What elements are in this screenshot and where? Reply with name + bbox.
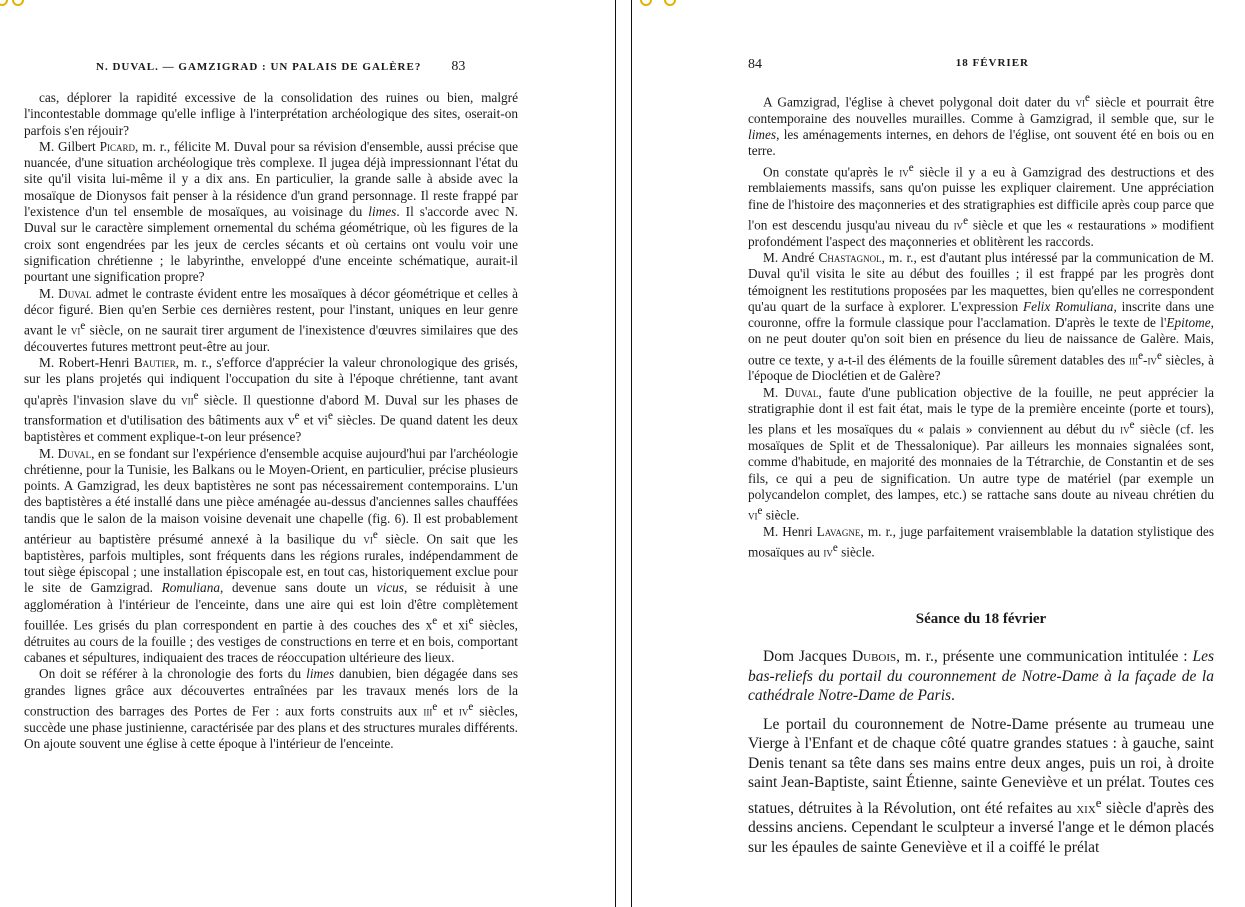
text-run: Felix Romuliana	[1022, 298, 1114, 314]
text-run: et xi	[437, 617, 469, 633]
text-run: siècle il y a eu à Gamzigrad des destructions et des remblaiements massifs, sans qu'on puisse les expliquer clairement. Une appréciation fine de l'histoire des maçonneries et des stratigraphies est difficile après coup parce que l'on est descendu jusqu'au niveau du	[748, 164, 1214, 233]
text-run: iii	[1129, 352, 1139, 368]
left-page	[0, 0, 612, 907]
text-run: vicus	[376, 580, 404, 596]
text-run: M. Gilbert	[39, 138, 100, 154]
text-run: , inscrite dans une couronne, offre la formule classique pour l'acclamation. D'après le texte de l'	[748, 298, 1215, 331]
left-body-text	[24, 90, 518, 752]
text-run: vii	[181, 392, 194, 408]
paragraph	[748, 524, 1214, 561]
text-run: e	[757, 505, 763, 518]
text-run: On constate qu'après le	[763, 164, 900, 180]
text-run: . Il s'accorde avec N. Duval sur le caractère simplement ornemental du schéma géométrique, où les figures de la croix sont engendrées par les jeux de cercles sécants et où certains ont voulu voir une signification chrétienne ; le labyrinthe, enveloppé d'une enceinte schématique, aurait-il pourtant une signification propre?	[24, 204, 518, 285]
text-run: cas, déplorer la rapidité excessive de la consolidation des ruines ou bien, malgré l'incontestable dommage qu'elle inflige à l'interprétation archéologique des sites, oserait-on parfois s'en réjouir?	[24, 90, 518, 138]
paragraph	[748, 385, 1214, 524]
text-run: Romuliana	[161, 580, 220, 596]
corner-mark-icon	[0, 0, 8, 6]
text-run: , m. r., félicite M. Duval pour sa révision d'ensemble, aussi précise que nuancée, d'une situation archéologique très complexe. Il jugea déjà impressionnant l'état du site qu'il visita lui-même il y a dix ans. En particulier, la grande salle à abside avec la mosaïque de Dionysos fait penser à la résidence d'un grand personnage. Il reste frappé par l'existence d'un tel ensemble de mosaïques, au voisinage du	[24, 138, 518, 220]
text-run: M.	[39, 445, 58, 461]
text-run: -	[1143, 352, 1148, 368]
text-run: A Gamzigrad, l'église à chevet polygonal doit dater du	[763, 94, 1076, 110]
text-run: .	[951, 687, 955, 704]
text-run: siècle d'après des dessins anciens. Cependant le sculpteur a inversé l'ange et le démon placés sur les épaules de sainte Geneviève et il a coiffé le prélat	[748, 799, 1214, 856]
text-run: vi	[748, 507, 758, 523]
text-run: e	[1095, 794, 1102, 810]
text-run: , se réduisit à une agglomération à l'intérieur de l'enceinte, dans une aire qui est loin d'être complètement fouillée. Les grisés du plan correspondent en partie à des couches des x	[24, 580, 518, 633]
text-run: Picard	[99, 138, 136, 154]
right-page	[636, 0, 1245, 907]
text-run: Les bas-reliefs du portail du couronnement de Notre-Dame à la façade de la cathédrale Notre-Dame de Paris	[748, 648, 1214, 704]
section-title: Séance du 18 février	[915, 611, 1047, 627]
paragraph	[748, 647, 1214, 706]
text-run: e	[80, 320, 86, 333]
text-run: e	[193, 389, 199, 402]
text-run: siècle (cf. les mosaïques de Split et de Thessalonique). Par ailleurs les monnaies signalées sont, comme d'habitude, en majorité des monnaies de la Tétrarchie, de Constantin et de ses fils, ce qui a peu de signification. Un autre type de matériel (par exemple un polycandelon complet, des lampes, etc.) se rattache sans doute au niveau chrétien du	[748, 421, 1214, 502]
text-run: limes	[306, 666, 335, 682]
text-run: e	[372, 528, 378, 541]
paragraph	[24, 286, 518, 356]
paragraph	[24, 90, 518, 139]
left-header	[96, 57, 465, 75]
text-run: e	[468, 700, 474, 713]
text-run: siècle, on ne saurait tirer argument de l'inexistence d'œuvres similaires que des découvertes futures mettront peut-être au jour.	[24, 322, 518, 354]
text-run: e	[432, 614, 438, 627]
text-run: siècle.	[762, 507, 800, 523]
text-run: M. André	[763, 249, 819, 265]
text-run: e	[832, 542, 838, 555]
text-run: e	[1156, 349, 1162, 362]
text-run: iv	[1120, 421, 1130, 437]
text-run: limes	[368, 204, 397, 220]
text-run: Dom Jacques	[763, 648, 852, 665]
text-run: siècle.	[837, 544, 875, 560]
text-run: iv	[899, 164, 909, 180]
text-run: siècles. De quand datent les deux baptistères et comment explique-t-on leur présence?	[24, 412, 519, 445]
corner-mark-icon	[640, 0, 652, 6]
text-run: siècle et que les « restaurations » modifient profondément l'aspect des maçonneries et oblitèrent les raccords.	[748, 217, 1214, 249]
text-run: vi	[1075, 94, 1086, 110]
text-run: e	[294, 410, 300, 423]
paragraph	[24, 139, 518, 286]
text-run: e	[327, 410, 333, 423]
text-run: et vi	[299, 412, 328, 428]
text-run: e	[1129, 419, 1135, 432]
text-run: , devenue sans doute un	[220, 580, 377, 596]
text-run: admet le contraste évident entre les mosaïques à décor géométrique et celles à décor figuré. Bien qu'en Serbie ces dernières restent, pour l'instant, uniques en leur genre avant le	[24, 285, 518, 338]
text-run: vi	[363, 531, 373, 547]
text-run: e	[908, 161, 914, 174]
text-run: , en se fondant sur l'expérience d'ensemble acquise aujourd'hui par l'archéologie chrétienne, pour la Tunisie, les Balkans ou le Moyen-Orient, en particulier, précise plusieurs points. A Gamzigrad, les deux baptistères ne sont pas nécessairement contemporains. L'un des baptistères a été installé dans une pièce aménagée au-dessus d'anciennes salles chauffées tandis que le salon de la maison voisine devenait une chapelle (fig. 6). Il est probablement antérieur au baptistère présumé annexé à la basilique du	[24, 445, 518, 547]
text-run: Bautier	[133, 355, 176, 371]
text-run: danubien, bien dégagée dans ses grandes lignes grâce aux découvertes entraînées par les travaux menés lors de la construction des barrages des Portes de Fer : aux forts construits aux	[24, 666, 519, 719]
text-run: xix	[1076, 799, 1096, 817]
text-run: e	[432, 700, 438, 713]
right-header	[748, 57, 1214, 73]
text-run: e	[468, 614, 474, 627]
running-head: N. DUVAL. — GAMZIGRAD : UN PALAIS DE GALÈRE?	[96, 61, 422, 73]
text-run: et	[437, 703, 459, 719]
text-run: Dubois	[851, 648, 897, 665]
text-run: iv	[1147, 352, 1157, 368]
text-run: , faute d'une publication objective de la fouille, ne peut apprécier la stratigraphie dont il est fait état, mais le type de la première enceinte (porte et tours), les plans et les mosaïques du « palais » conviennent au début du	[748, 384, 1214, 437]
text-run: siècles, à l'époque de Dioclétien et de Galère?	[748, 352, 1214, 384]
text-run: iv	[953, 217, 964, 233]
text-run: , on ne peut douter qu'on soit bien en présence du lieu de naissance de Galère. Mais, outre ce texte, y a-t-il des éléments de la fouille sûrement datables des	[748, 315, 1214, 368]
paragraph	[24, 355, 518, 445]
text-run: M. Henri	[763, 523, 817, 539]
right-body-text	[748, 90, 1214, 561]
text-run: Duval	[58, 285, 92, 301]
running-head: 18 FÉVRIER	[955, 57, 1029, 69]
text-run: , m. r., juge parfaitement vraisemblable la datation stylistique des mosaïques au	[748, 523, 1214, 560]
text-run: On doit se référer à la chronologie des forts du	[39, 666, 307, 682]
paragraph	[748, 90, 1214, 160]
right-lower-text	[748, 647, 1214, 857]
text-run: iv	[823, 544, 833, 560]
text-run: Le portail du couronnement de Notre-Dame présente au trumeau une Vierge à l'Enfant et de chaque côté quatre grandes statues : à gauche, saint Denis tenant sa tête dans ses mains entre deux anges, puis un roi, à droite saint Jean-Baptiste, saint Étienne, sainte Geneviève et un prélat. Toutes ces statues, détruites à la Révolution, ont été refaites au	[748, 715, 1214, 817]
text-run: Duval	[57, 445, 92, 461]
text-run: , les aménagements internes, en dehors de l'église, ont souvent été en bois ou en terre.	[748, 127, 1214, 159]
text-run: e	[963, 214, 968, 227]
text-run: Epitome	[1166, 315, 1211, 331]
text-run: M.	[39, 285, 59, 301]
paragraph	[748, 715, 1214, 858]
text-run: siècle. Il questionne d'abord M. Duval sur les phases de transformation et d'utilisation des bâtiments aux v	[24, 392, 518, 428]
page-divider	[615, 0, 616, 907]
text-run: limes	[748, 127, 777, 143]
text-run: M. Robert-Henri	[39, 355, 134, 371]
text-run: Duval	[784, 384, 819, 400]
text-run: e	[1138, 349, 1143, 362]
text-run: Chastagnol	[818, 249, 882, 265]
page-number: 84	[748, 57, 762, 72]
text-run: , m. r., présente une communication intitulée :	[896, 648, 1193, 665]
text-run: iii	[423, 703, 433, 719]
text-run: siècles, succède une phase justinienne, caractérisée par des plans et des structures murales différents. On ajoute souvent une église à cette époque à l'intérieur de l'enceinte.	[24, 703, 519, 751]
text-run: , m. r., est d'autant plus intéressé par la communication de M. Duval qu'il visita le site au début des fouilles ; il est frappé par les progrès dont témoignent les restitutions proposées par les maquettes, bien qu'elles ne correspondent qu'au quart de la surface à explorer. L'expression	[748, 249, 1214, 314]
paragraph	[748, 250, 1214, 385]
text-run: vi	[70, 322, 81, 338]
paragraph	[24, 446, 518, 667]
text-run: iv	[458, 703, 469, 719]
text-run: siècle et pourrait être contemporaine des nouvelles murailles. Comme à Gamzigrad, il semble que, sur le	[748, 94, 1214, 126]
text-run: Lavagne	[816, 523, 861, 539]
page-divider	[631, 0, 632, 907]
corner-mark-icon	[12, 0, 24, 6]
text-run: M.	[763, 384, 785, 400]
text-run: siècle. On sait que les baptistères, parfois multiples, sont fréquents dans les régions rurales, indépendamment de tout siège épiscopal ; une installation épiscopale est, en tout cas, historiquement exclue pour le site de Gamzigrad.	[24, 531, 518, 596]
corner-mark-icon	[664, 0, 676, 6]
page-number: 83	[451, 59, 466, 74]
paragraph	[748, 160, 1214, 250]
text-run: , m. r., s'efforce d'apprécier la valeur chronologique des grisés, sur les plans projetés qui indiquent l'occupation du site à l'époque chrétienne, tant avant qu'après l'invasion slave du	[24, 355, 518, 408]
paragraph	[24, 666, 518, 752]
text-run: siècles, détruites au cours de la fouille ; des vestiges de constructions en terre et en bois, comportant cabanes et sépultures, indiquaient des traces de réoccupation ultérieure des lieux.	[24, 617, 519, 665]
text-run: e	[1085, 92, 1090, 104]
